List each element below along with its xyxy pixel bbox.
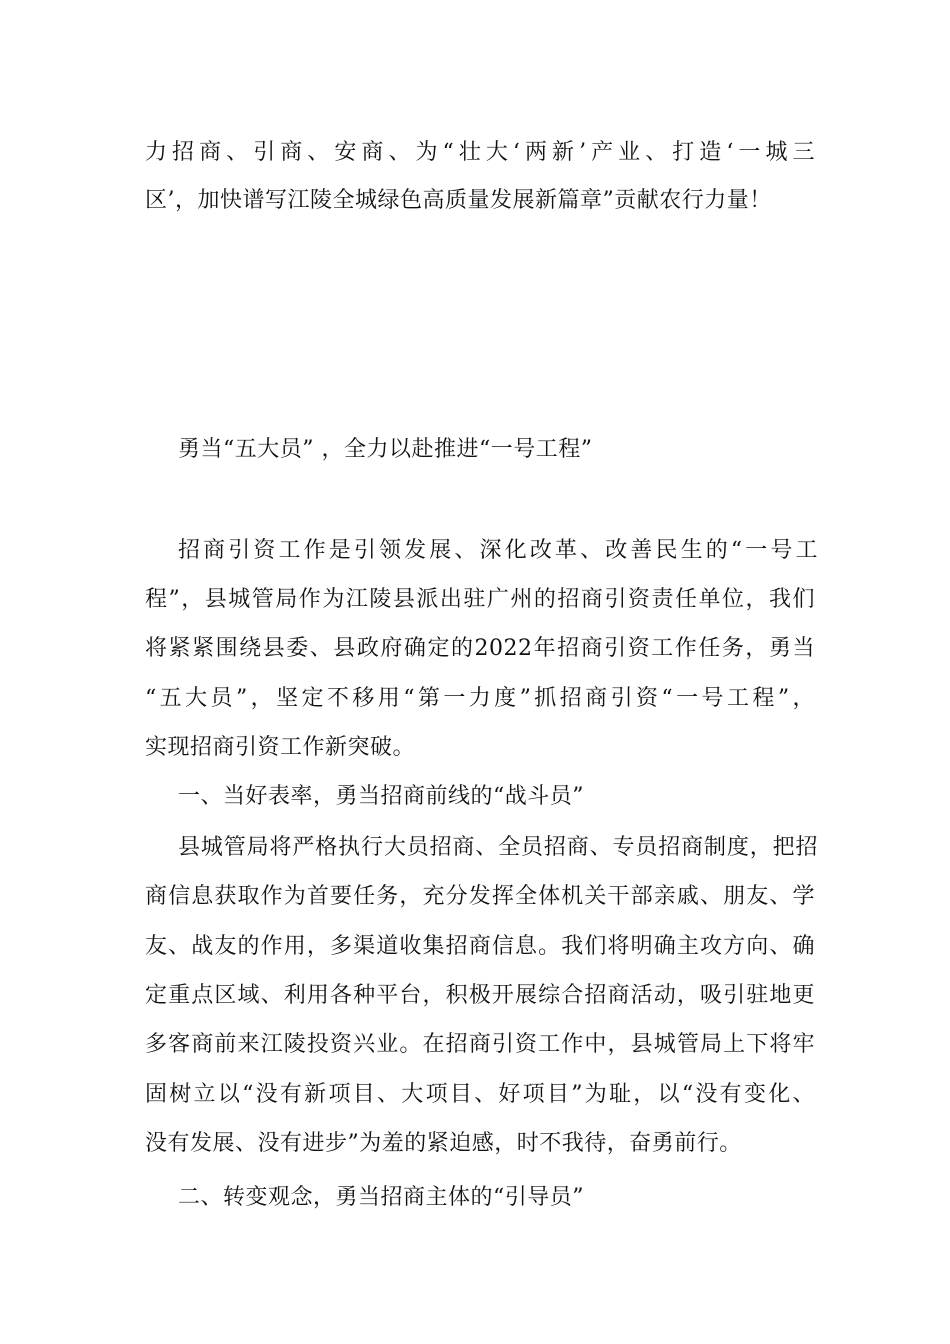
paragraph2-line-4: 定重点区域、利用各种平台，积极开展综合招商活动，吸引驻地更 [145,983,815,1008]
paragraph1-line-5: 实现招商引资工作新突破。 [145,735,416,760]
heading-2: 二、转变观念，勇当招商主体的“引导员” [178,1185,584,1210]
paragraph2-line-7: 没有发展、没有进步”为羞的紧迫感，时不我待，奋勇前行。 [145,1131,742,1156]
paragraph2-line-2: 商信息获取作为首要任务，充分发挥全体机关干部亲戚、朋友、学 [145,884,815,909]
section-title: 勇当“五大员” ，全力以赴推进“一号工程” [178,437,593,462]
heading-1: 一、当好表率，勇当招商前线的“战斗员” [178,784,584,809]
paragraph1-line-3: 将紧紧围绕县委、县政府确定的2022年招商引资工作任务，勇当 [145,636,815,661]
opening-line-2: 区’，加快谱写江陵全城绿色高质量发展新篇章”贡献农行力量！ [145,188,772,213]
paragraph1-line-4: “五大员”，坚定不移用“第一力度”抓招商引资“一号工程”， [145,686,815,711]
paragraph2-line-1: 县城管局将严格执行大员招商、全员招商、专员招商制度，把招 [178,835,818,860]
paragraph1-line-2: 程”，县城管局作为江陵县派出驻广州的招商引资责任单位，我们 [145,587,815,612]
paragraph2-line-3: 友、战友的作用，多渠道收集招商信息。我们将明确主攻方向、确 [145,934,815,959]
paragraph1-line-1: 招商引资工作是引领发展、深化改革、改善民生的“一号工 [178,538,818,563]
paragraph2-line-5: 多客商前来江陵投资兴业。在招商引资工作中，县城管局上下将牢 [145,1032,815,1057]
paragraph2-line-6: 固树立以“没有新项目、大项目、好项目”为耻，以“没有变化、 [145,1082,815,1107]
opening-line-1: 力招商、引商、安商、为“壮大‘两新’产业、打造‘一城三 [145,140,815,165]
